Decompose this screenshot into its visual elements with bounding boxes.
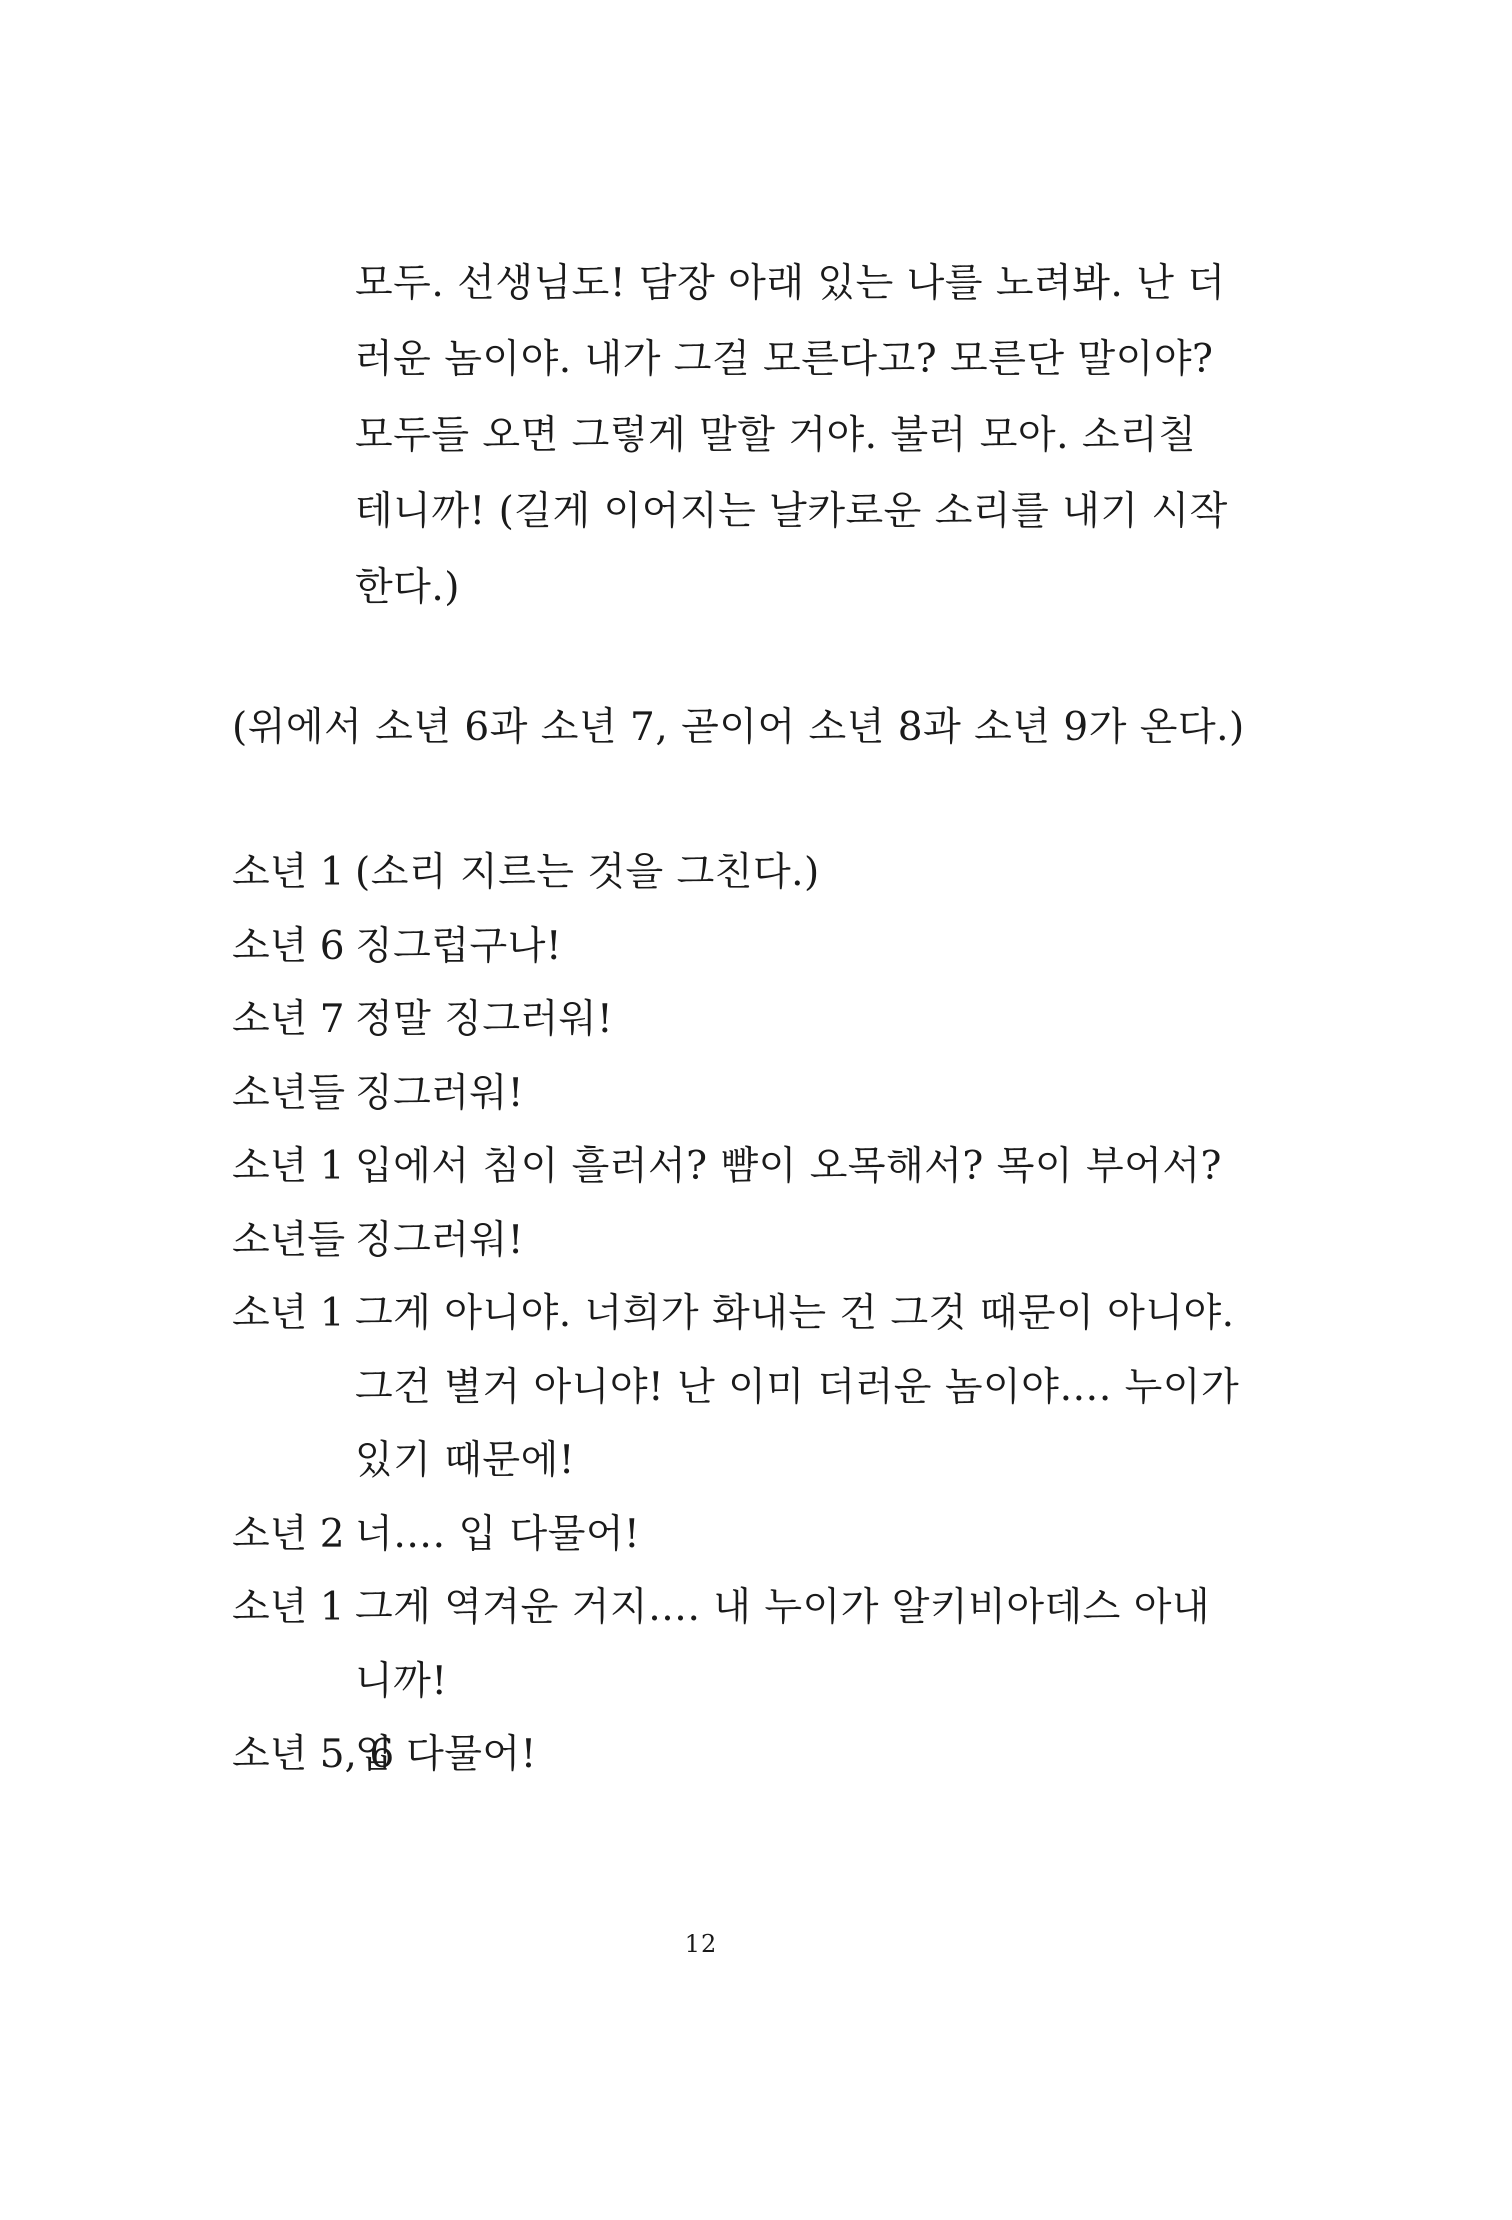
dialogue-entry [232, 910, 1232, 984]
speech-line: 그게 역겨운 거지…. 내 누이가 알키비아데스 아내 [355, 1585, 1211, 1630]
speech [355, 910, 1232, 984]
speaker-name: 소년들 [232, 1217, 346, 1263]
dialogue-block [232, 836, 1240, 1792]
speech-line: 한다.) [355, 565, 460, 610]
dialogue-entry [232, 983, 1232, 1057]
continued-speech [355, 246, 1228, 626]
speech [355, 983, 1232, 1057]
speech-line: 징그러워! [355, 1070, 524, 1116]
speaker-name: 소년 5, 6 [232, 1732, 395, 1777]
speaker-name: 소년 1 [232, 850, 345, 895]
page-number: 12 [684, 1930, 718, 1958]
dialogue-entry [232, 1057, 1232, 1131]
speech-line: 있기 때문에! [355, 1438, 575, 1483]
speaker-name: 소년 1 [232, 1291, 345, 1336]
dialogue-entry [232, 1204, 1232, 1278]
speaker-name: 소년들 [232, 1070, 346, 1116]
speaker-name: 소년 7 [232, 997, 345, 1042]
speech-line: 너…. 입 다물어! [355, 1511, 641, 1557]
dialogue-entry [232, 1718, 1232, 1792]
speech-line: 입 다물어! [355, 1732, 537, 1777]
dialogue-entry [232, 836, 1232, 910]
speaker-name: 소년 1 [232, 1585, 345, 1630]
dialogue-entry [232, 1571, 1232, 1718]
speech [355, 1057, 1232, 1131]
speaker-name: 소년 1 [232, 1144, 345, 1189]
dialogue-entry [232, 1277, 1240, 1498]
dialogue-entry [232, 1130, 1232, 1204]
stage-direction-text: (위에서 소년 6과 소년 7, 곧이어 소년 8과 소년 9가 온다.) [232, 705, 1245, 750]
speech-line: 입에서 침이 흘러서? 뺨이 오목해서? 목이 부어서? [355, 1144, 1222, 1189]
speaker-name: 소년 2 [232, 1511, 345, 1557]
speech-line: 그건 별거 아니야! 난 이미 더러운 놈이야…. 누이가 [355, 1364, 1240, 1410]
speech-line: 그게 아니야. 너희가 화내는 건 그것 때문이 아니야. [355, 1291, 1235, 1336]
speech-line: (소리 지르는 것을 그친다.) [355, 850, 820, 895]
speech-line: 모두들 오면 그렇게 말할 거야. 불러 모아. 소리칠 [355, 413, 1197, 458]
speech-line: 징그럽구나! [355, 923, 563, 969]
speech [355, 1718, 1232, 1792]
speech-line: 테니까! (길게 이어지는 날카로운 소리를 내기 시작 [355, 489, 1228, 534]
speech-line: 징그러워! [355, 1217, 524, 1263]
speech [355, 1204, 1232, 1278]
stage-direction [232, 690, 1245, 766]
speech [355, 1571, 1232, 1718]
speech [355, 1277, 1239, 1498]
speaker-name: 소년 6 [232, 923, 345, 969]
speech [355, 836, 1232, 910]
speech [355, 1130, 1232, 1204]
speech-line: 모두. 선생님도! 담장 아래 있는 나를 노려봐. 난 더 [355, 261, 1226, 306]
dialogue-entry [232, 1498, 1232, 1572]
speech-line: 니까! [355, 1658, 448, 1704]
speech-line: 정말 징그러워! [355, 997, 614, 1042]
speech-line: 러운 놈이야. 내가 그걸 모른다고? 모른단 말이야? [355, 337, 1214, 382]
speech [355, 1498, 1232, 1572]
